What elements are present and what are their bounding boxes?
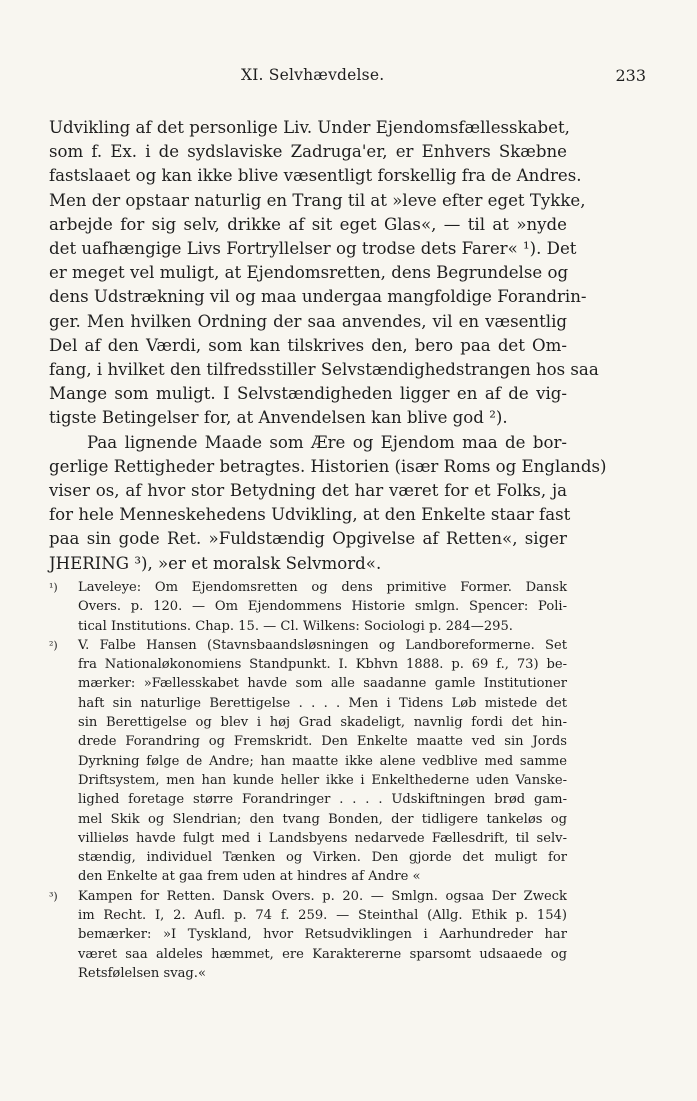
footnote-line: mel Skik og Slendrian; den tvang Bonden, der tidligere tankeløs og xyxy=(78,811,567,827)
text-line: Del af den Værdi, som kan tilskrives den, bero paa det Om- xyxy=(49,335,567,355)
footnote-line: bemærker: »I Tyskland, hvor Retsudviklingen i Aarhundreder har xyxy=(78,927,567,943)
footnote-mark: ²) xyxy=(49,638,58,652)
footnote-3 xyxy=(49,887,567,983)
footnote-line: været saa aldeles hæmmet, ere Karaktererne sparsomt udsaaede og xyxy=(78,946,567,962)
running-header xyxy=(48,66,646,90)
footnote-1 xyxy=(49,578,567,636)
footnote-line: Driftsystem, men han kunde heller ikke i Enkelthederne uden Vanske- xyxy=(78,772,567,788)
main-text xyxy=(49,116,607,576)
footnote-line: haft sin naturlige Berettigelse . . . . Men i Tidens Løb mistede det xyxy=(78,695,567,711)
footnote-line: Overs. p. 120. — Om Ejendommens Historie smlgn. Spencer: Poli- xyxy=(78,599,567,615)
text-line: fang, i hvilket den tilfredsstiller Selvstændighedstrangen hos saa xyxy=(49,360,599,380)
footnote-mark: ¹) xyxy=(49,581,58,594)
footnote-line: den Enkelte at gaa frem uden at hindres af Andre « xyxy=(78,869,421,885)
footnote-line: Kampen for Retten. Dansk Overs. p. 20. — Smlgn. ogsaa Der Zweck xyxy=(78,888,567,904)
text-line: tigste Betingelser for, at Anvendelsen kan blive god ²). xyxy=(49,408,508,428)
footnote-line: mærker: »Fællesskabet havde som alle saadanne gamle Institutioner xyxy=(78,676,567,692)
text-line: JHERING ³), »er et moralsk Selvmord«. xyxy=(49,553,382,573)
text-line: er meget vel muligt, at Ejendomsretten, dens Begrundelse og xyxy=(49,263,569,283)
text-line: ger. Men hvilken Ordning der saa anvendes, vil en væsentlig xyxy=(49,311,567,331)
running-title: XI. Selvhævdelse. xyxy=(241,66,385,84)
footnote-line: V. Falbe Hansen (Stavnsbaandsløsningen og Landboreformerne. Set xyxy=(78,637,567,653)
footnote-line: sin Berettigelse og blev i høj Grad skadeligt, navnlig fordi det hin- xyxy=(78,715,567,731)
footnote-line: Dyrkning følge de Andre; han maatte ikke alene vedblive med samme xyxy=(78,753,567,769)
text-line: dens Udstrækning vil og maa undergaa mangfoldige Forandrin- xyxy=(49,287,587,307)
text-line: gerlige Rettigheder betragtes. Historien (især Roms og Englands) xyxy=(49,456,607,476)
footnote-line: drede Forandring og Fremskridt. Den Enkelte maatte ved sin Jords xyxy=(78,734,567,750)
footnote-line: tical Institutions. Chap. 15. — Cl. Wilkens: Sociologi p. 284—295. xyxy=(78,618,513,634)
footnote-line: Retsfølelsen svag.« xyxy=(78,965,206,981)
text-line: som f. Ex. i de sydslaviske Zadruga'er, er Enhvers Skæbne xyxy=(49,142,567,162)
text-line: for hele Menneskehedens Udvikling, at den Enkelte staar fast xyxy=(49,505,571,525)
text-line: fastslaaet og kan ikke blive væsentligt forskellig fra de Andres. xyxy=(49,166,582,186)
text-line: viser os, af hvor stor Betydning det har været for et Folks, ja xyxy=(49,481,567,501)
footnote-line: im Recht. I, 2. Aufl. p. 74 f. 259. — Steinthal (Allg. Ethik p. 154) xyxy=(78,908,567,924)
footnote-mark: ³) xyxy=(49,889,58,903)
footnote-line: lighed foretage større Forandringer . . . . Udskiftningen brød gam- xyxy=(78,792,567,808)
text-line: arbejde for sig selv, drikke af sit eget Glas«, — til at »nyde xyxy=(49,214,567,234)
text-line: paa sin gode Ret. »Fuldstændig Opgivelse af Retten«, siger xyxy=(49,529,567,549)
text-line: Men der opstaar naturlig en Trang til at »leve efter eget Tykke, xyxy=(49,190,586,210)
footnote-line: villieløs havde fulgt med i Landsbyens nedarvede Fællesdrift, til selv- xyxy=(78,830,567,846)
text-line: Udvikling af det personlige Liv. Under Ejendomsfællesskabet, xyxy=(49,118,570,137)
footnotes xyxy=(49,578,567,983)
footnote-line: fra Nationaløkonomiens Standpunkt. I. Kbhvn 1888. p. 69 f., 73) be- xyxy=(78,657,567,673)
footnote-2 xyxy=(49,636,567,887)
footnote-line: Laveleye: Om Ejendomsretten og dens primitive Former. Dansk xyxy=(78,580,567,595)
text-line: det uafhængige Livs Fortryllelser og trodse dets Farer« ¹). Det xyxy=(49,239,577,259)
text-line: Paa lignende Maade som Ære og Ejendom maa de bor- xyxy=(87,432,567,452)
text-line: Mange som muligt. I Selvstændigheden ligger en af de vig- xyxy=(49,384,567,404)
page-number: 233 xyxy=(615,66,646,85)
footnote-line: stændig, individuel Tænken og Virken. Den gjorde det muligt for xyxy=(78,850,567,866)
